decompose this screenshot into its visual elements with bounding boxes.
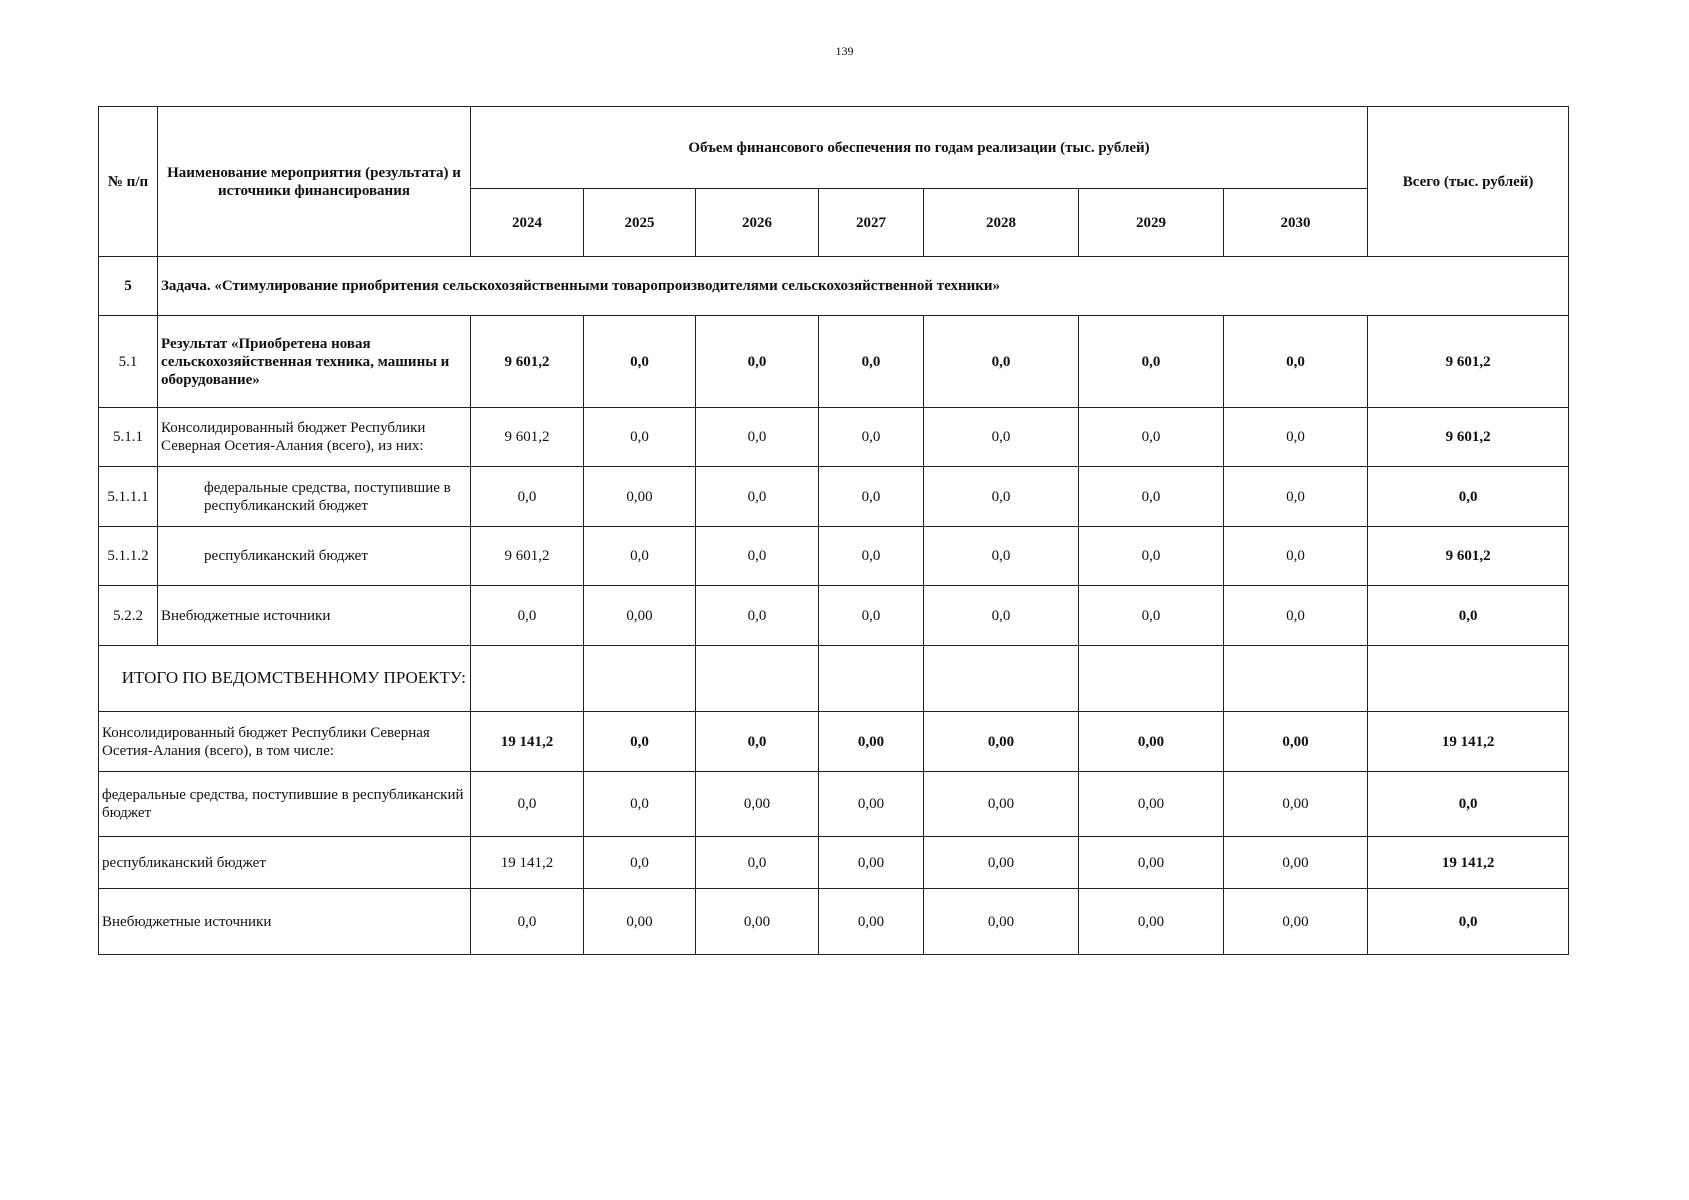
row-value: 0,0 [584,316,696,408]
empty-cell [584,646,696,712]
row-value: 0,0 [819,586,924,646]
summary-value: 0,00 [819,712,924,772]
row-total: 9 601,2 [1368,527,1569,586]
header-year: 2024 [471,189,584,257]
summary-value: 0,00 [1079,712,1224,772]
header-year: 2028 [924,189,1079,257]
row-num: 5.2.2 [99,586,158,646]
row-value: 0,0 [1224,527,1368,586]
header-name: Наименование мероприятия (результата) и источники финансирования [158,107,471,257]
summary-value: 19 141,2 [471,712,584,772]
financing-table [98,106,1569,955]
page-number: 139 [835,44,854,58]
row-value: 0,0 [1224,586,1368,646]
empty-cell [924,646,1079,712]
summary-total: 19 141,2 [1368,712,1569,772]
summary-value: 0,00 [924,837,1079,889]
row-value: 0,00 [584,467,696,527]
row-name: Консолидированный бюджет Республики Северная Осетия-Алания (всего), из них: [158,408,471,467]
summary-row [99,889,1569,955]
summary-row-name: Консолидированный бюджет Республики Северная Осетия-Алания (всего), в том числе: [99,712,471,772]
empty-cell [1224,646,1368,712]
header-volume: Объем финансового обеспечения по годам реализации (тыс. рублей) [471,107,1368,189]
row-value: 0,0 [696,316,819,408]
empty-cell [819,646,924,712]
header-num: № п/п [99,107,158,257]
summary-row [99,712,1569,772]
row-value: 0,0 [819,527,924,586]
row-value: 0,0 [584,408,696,467]
summary-value: 0,00 [924,889,1079,955]
summary-row [99,772,1569,837]
row-value: 0,0 [696,408,819,467]
row-name: Внебюджетные источники [158,586,471,646]
table-row [99,586,1569,646]
summary-value: 0,00 [819,772,924,837]
summary-title: ИТОГО ПО ВЕДОМСТВЕННОМУ ПРОЕКТУ: [99,646,471,712]
summary-value: 0,00 [1224,837,1368,889]
summary-value: 0,00 [584,889,696,955]
header-row-top [99,107,1569,189]
table-row [99,527,1569,586]
row-name: федеральные средства, поступившие в республиканский бюджет [158,467,471,527]
summary-value: 0,00 [819,889,924,955]
summary-value: 0,00 [1224,712,1368,772]
summary-value: 0,0 [696,712,819,772]
row-value: 9 601,2 [471,527,584,586]
summary-total: 0,0 [1368,772,1569,837]
row-value: 0,0 [1079,527,1224,586]
summary-value: 0,00 [696,772,819,837]
row-value: 0,0 [1079,408,1224,467]
row-name: республиканский бюджет [158,527,471,586]
summary-value: 0,0 [584,772,696,837]
row-value: 0,0 [819,467,924,527]
header-total: Всего (тыс. рублей) [1368,107,1569,257]
summary-value: 0,00 [924,772,1079,837]
summary-value: 0,00 [1224,889,1368,955]
row-value: 0,0 [584,527,696,586]
row-value: 0,0 [924,408,1079,467]
summary-value: 0,00 [696,889,819,955]
table-row [99,467,1569,527]
summary-row-name: федеральные средства, поступившие в республиканский бюджет [99,772,471,837]
row-num: 5.1.1 [99,408,158,467]
task-num: 5 [99,257,158,316]
row-value: 0,0 [924,586,1079,646]
task-title: Задача. «Стимулирование приобритения сельскохозяйственными товаропроизводителями сельскохозяйственной техники» [158,257,1569,316]
row-num: 5.1 [99,316,158,408]
summary-title-row [99,646,1569,712]
row-value: 0,0 [1079,586,1224,646]
row-total: 9 601,2 [1368,316,1569,408]
row-value: 0,0 [1079,467,1224,527]
summary-value: 0,0 [584,837,696,889]
row-num: 5.1.1.1 [99,467,158,527]
row-value: 0,0 [819,316,924,408]
row-value: 0,0 [471,586,584,646]
row-value: 0,0 [924,467,1079,527]
row-value: 0,0 [696,467,819,527]
summary-row [99,837,1569,889]
row-value: 9 601,2 [471,408,584,467]
row-value: 0,0 [819,408,924,467]
summary-row-name: республиканский бюджет [99,837,471,889]
summary-value: 0,0 [471,772,584,837]
row-total: 0,0 [1368,586,1569,646]
empty-cell [1368,646,1569,712]
row-value: 0,0 [924,316,1079,408]
row-value: 0,0 [696,527,819,586]
row-value: 0,0 [1224,408,1368,467]
summary-value: 0,0 [584,712,696,772]
table-row [99,316,1569,408]
summary-total: 19 141,2 [1368,837,1569,889]
row-value: 0,00 [584,586,696,646]
summary-value: 19 141,2 [471,837,584,889]
row-num: 5.1.1.2 [99,527,158,586]
header-year: 2026 [696,189,819,257]
row-value: 9 601,2 [471,316,584,408]
row-name: Результат «Приобретена новая сельскохозяйственная техника, машины и оборудование» [158,316,471,408]
header-year: 2030 [1224,189,1368,257]
row-total: 0,0 [1368,467,1569,527]
row-value: 0,0 [924,527,1079,586]
row-value: 0,0 [696,586,819,646]
empty-cell [1079,646,1224,712]
row-value: 0,0 [1224,467,1368,527]
summary-value: 0,00 [1079,889,1224,955]
summary-value: 0,00 [1079,772,1224,837]
task-row [99,257,1569,316]
row-value: 0,0 [1079,316,1224,408]
empty-cell [471,646,584,712]
summary-value: 0,00 [924,712,1079,772]
header-year: 2025 [584,189,696,257]
row-value: 0,0 [471,467,584,527]
summary-value: 0,00 [819,837,924,889]
empty-cell [696,646,819,712]
header-year: 2029 [1079,189,1224,257]
row-value: 0,0 [1224,316,1368,408]
summary-value: 0,0 [696,837,819,889]
header-year: 2027 [819,189,924,257]
summary-value: 0,00 [1224,772,1368,837]
summary-value: 0,00 [1079,837,1224,889]
summary-value: 0,0 [471,889,584,955]
row-total: 9 601,2 [1368,408,1569,467]
table-row [99,408,1569,467]
summary-total: 0,0 [1368,889,1569,955]
summary-row-name: Внебюджетные источники [99,889,471,955]
